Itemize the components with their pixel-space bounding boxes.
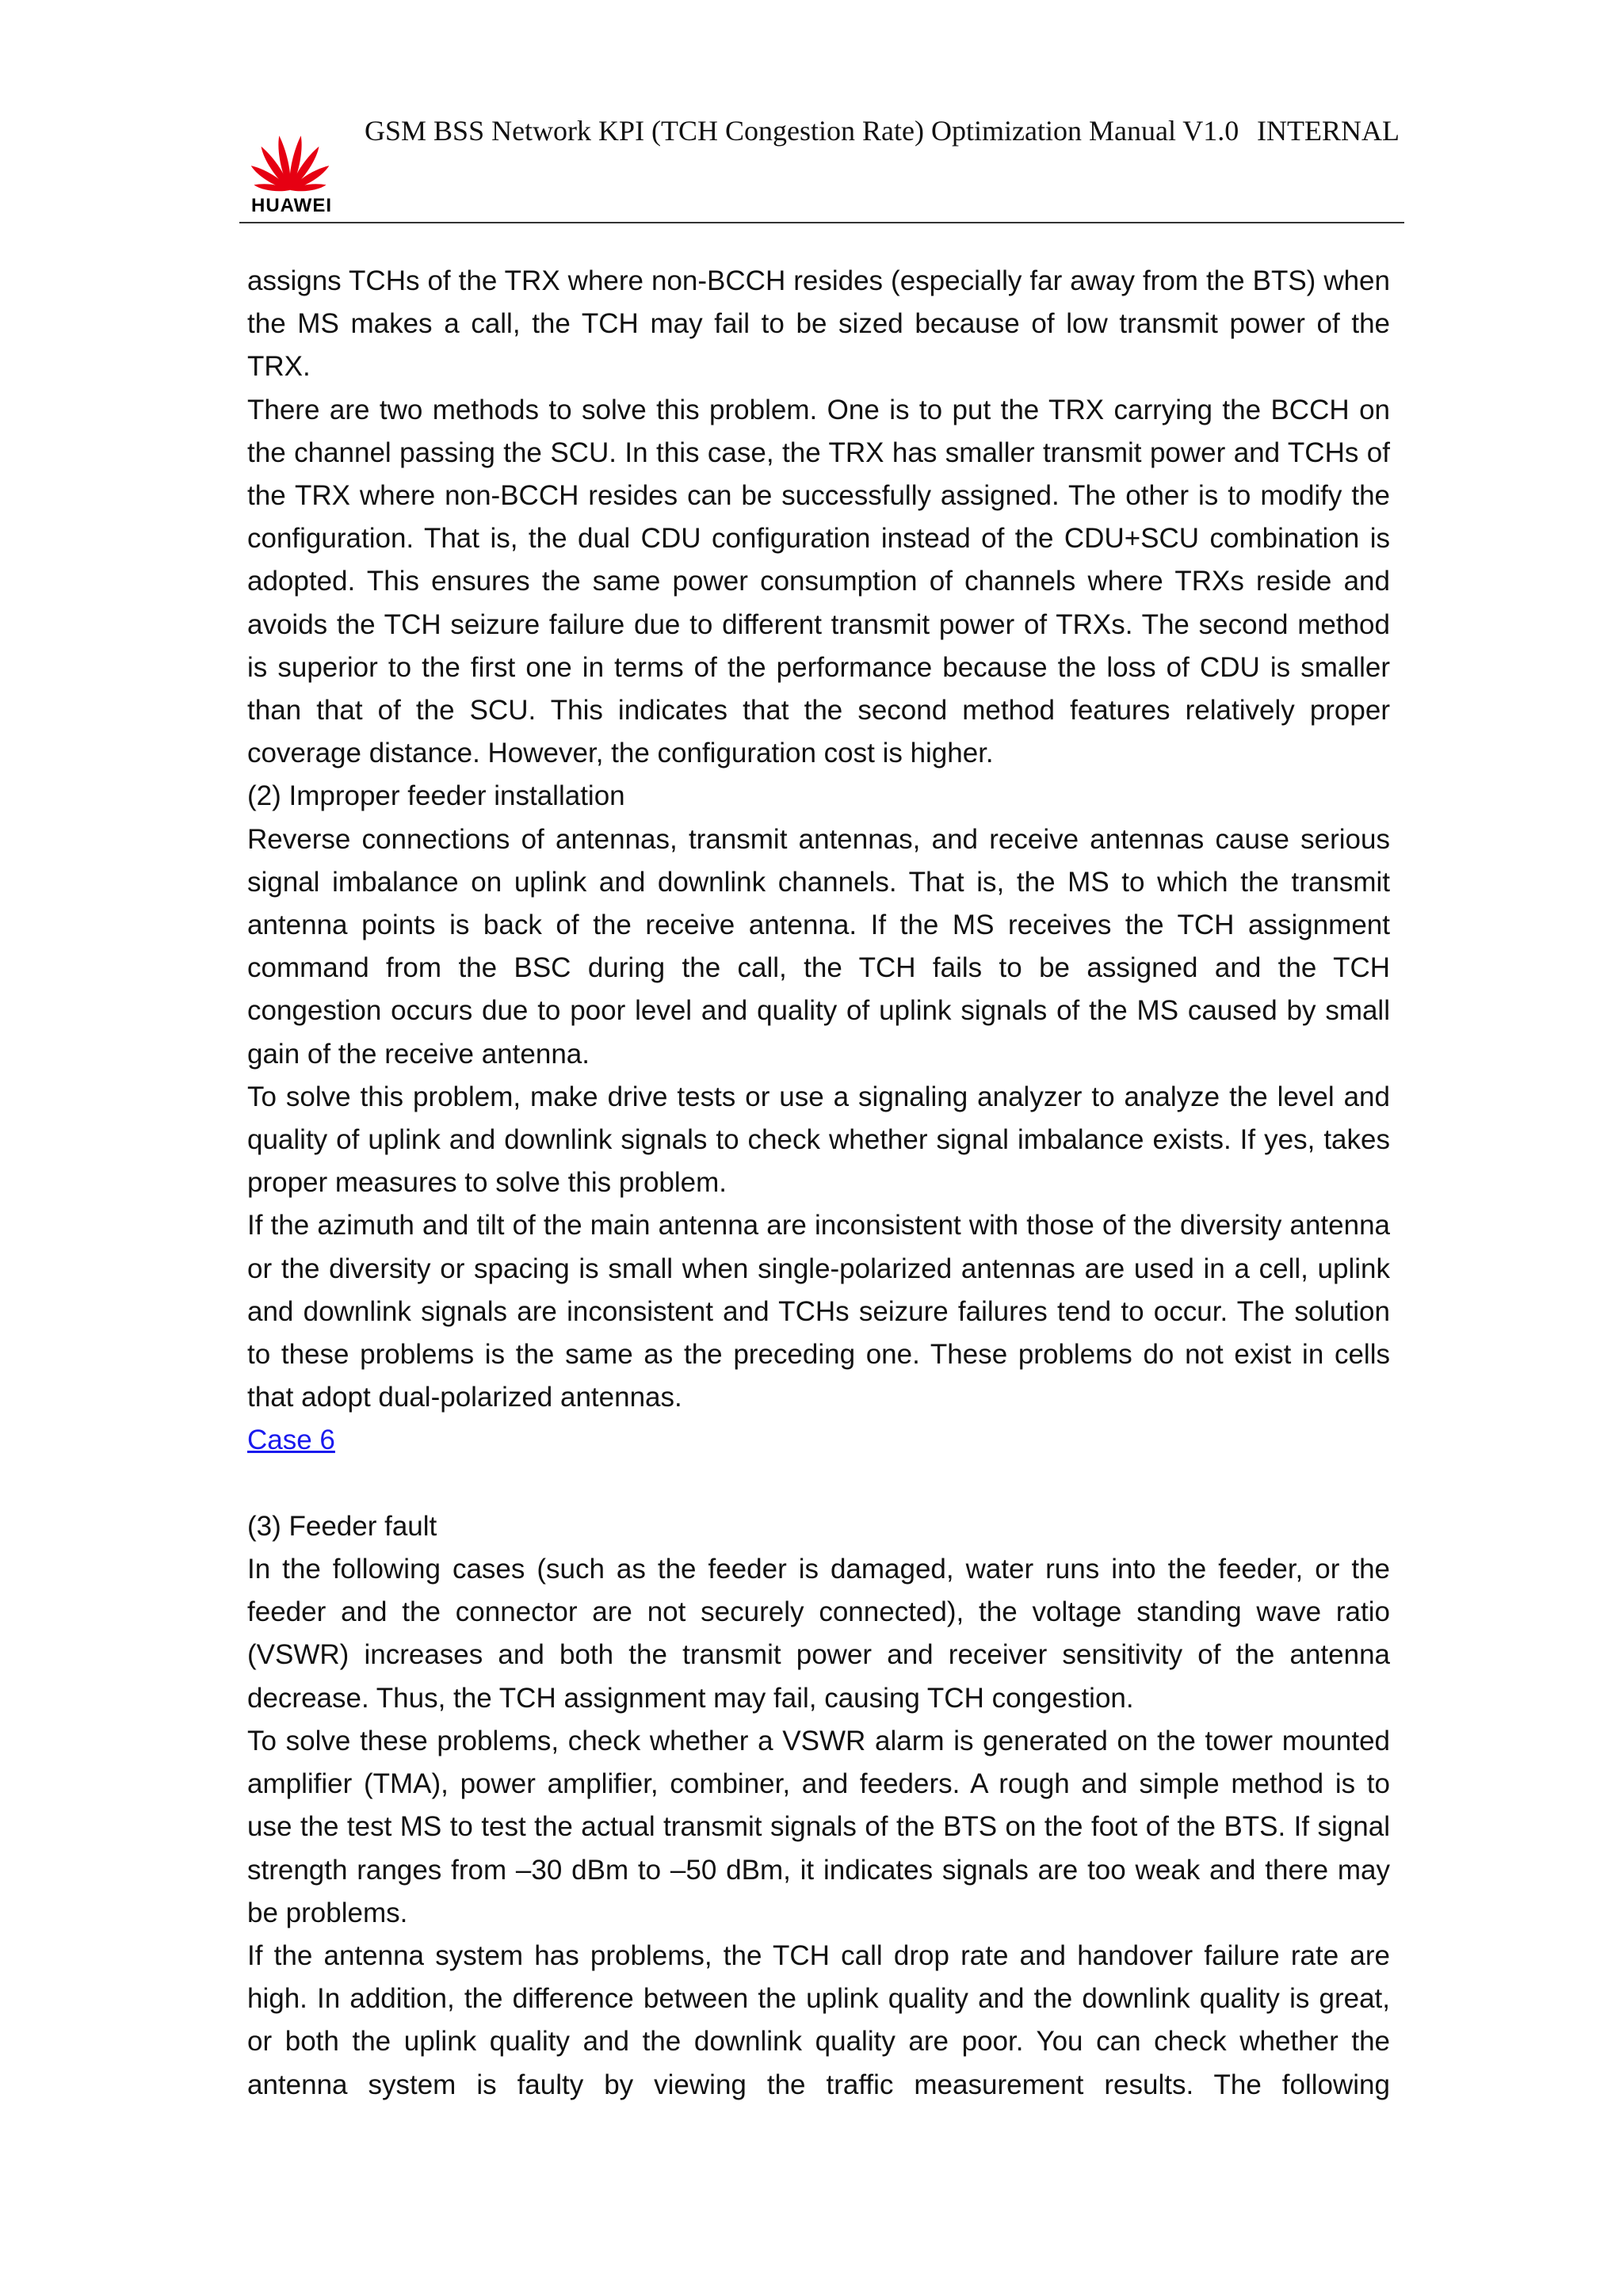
paragraph: assigns TCHs of the TRX where non-BCCH resides (especially far away from the BTS) when the MS makes a call, the TCH may fail to be sized because of low transmit power of the TRX. xyxy=(247,265,1390,383)
paragraph: If the azimuth and tilt of the main antenna are inconsistent with those of the diversity antenna or the diversity or spacing is small when single-polarized antennas are used in a cell, uplink and downlink signals are inconsistent and TCHs seizure failures tend to occur. The solution to these problems is the same as the preceding one. These problems do not exist in cells that adopt dual-polarized antennas. xyxy=(247,1210,1390,1413)
page-header xyxy=(239,111,1404,223)
case-6-link[interactable]: Case 6 xyxy=(247,1425,335,1456)
section-heading: (2) Improper feeder installation xyxy=(247,780,625,812)
logo-wordmark: HUAWEI xyxy=(251,195,332,216)
paragraph: Reverse connections of antennas, transmit antennas, and receive antennas cause serious signal imbalance on uplink and downlink channels. That is, the MS to which the transmit antenna points is back of the receive antenna. If the MS receives the TCH assignment command from the BSC during the call, the TCH fails to be assigned and the TCH congestion occurs due to poor level and quality of uplink signals of the MS caused by small gain of the receive antenna. xyxy=(247,823,1390,1070)
document-title: GSM BSS Network KPI (TCH Congestion Rate) Optimization Manual V1.0 xyxy=(365,115,1239,147)
paragraph: In the following cases (such as the feeder is damaged, water runs into the feeder, or the feeder and the connector are not securely connected), the voltage standing wave ratio (VSWR) increases and both the transmit power and receiver sensitivity of the antenna decrease. Thus, the TCH assignment may fail, causing TCH congestion. xyxy=(247,1554,1390,1714)
huawei-flower-icon xyxy=(244,114,336,193)
section-heading: (3) Feeder fault xyxy=(247,1510,437,1542)
paragraph: If the antenna system has problems, the TCH call drop rate and handover failure rate are high. In addition, the difference between the uplink quality and the downlink quality is great, or both the uplink quality and the downlink quality are poor. You can check whether the antenna system is faulty by viewing the traffic measurement results. The following xyxy=(247,1939,1390,2100)
paragraph: To solve these problems, check whether a VSWR alarm is generated on the tower mounted amplifier (TMA), power amplifier, combiner, and feeders. A rough and simple method is to use the test MS to test the actual transmit signals of the BTS on the foot of the BTS. If signal strength ranges from –30 dBm to –50 dBm, it indicates signals are too weak and there may be problems. xyxy=(247,1725,1390,1928)
paragraph: To solve this problem, make drive tests or use a signaling analyzer to analyze the level and quality of uplink and downlink signals to check whether signal imbalance exists. If yes, takes proper measures to solve this problem. xyxy=(247,1081,1390,1199)
paragraph: There are two methods to solve this problem. One is to put the TRX carrying the BCCH on the channel passing the SCU. In this case, the TRX has smaller transmit power and TCHs of the TRX where non-BCCH resides can be successfully assigned. The other is to modify the configuration. That is, the dual CDU configuration instead of the CDU+SCU combination is adopted. This ensures the same power consumption of channels where TRXs reside and avoids the TCH seizure failure due to different transmit power of TRXs. The second method is superior to the first one in terms of the performance because the loss of CDU is smaller than that of the SCU. This indicates that the second method features relatively proper coverage distance. However, the configuration cost is higher. xyxy=(247,394,1390,769)
huawei-logo xyxy=(244,114,336,215)
document-body xyxy=(247,260,1390,2107)
classification-label: INTERNAL xyxy=(1257,115,1400,147)
blank-line xyxy=(247,1463,1390,1505)
case-link-line xyxy=(247,1419,1390,1462)
